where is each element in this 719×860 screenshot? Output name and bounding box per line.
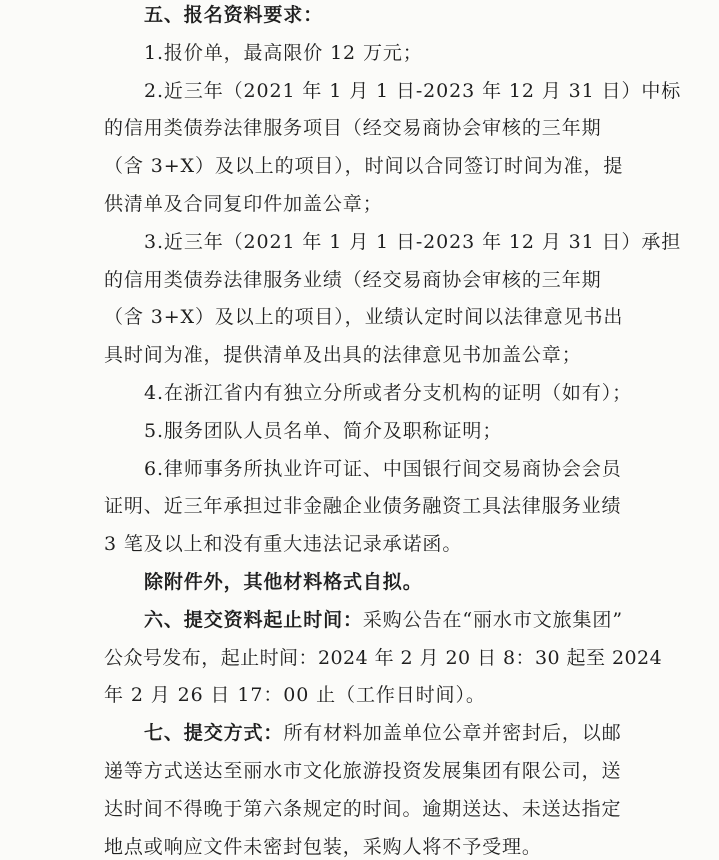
- section-7-line-4: 地点或响应文件未密封包装，采购人将不予受理。: [104, 836, 542, 858]
- section-7-line-1: [144, 720, 622, 746]
- requirement-item-3-line-4: 具时间为准，提供清单及出具的法律意见书加盖公章；: [104, 344, 582, 366]
- section-7-line-3: 达时间不得晚于第六条规定的时间。逾期送达、未送达指定: [104, 798, 622, 820]
- section-7-text: 所有材料加盖单位公章并密封后，以邮: [283, 722, 622, 744]
- requirement-item-6-line-1: 6.律师事务所执业许可证、中国银行间交易商协会会员: [144, 458, 622, 480]
- requirement-item-2-line-2: 的信用类债券法律服务项目（经交易商协会审核的三年期: [104, 117, 602, 139]
- section-6-line-3: 年 2 月 26 日 17：00 止（工作日时间）。: [104, 684, 486, 706]
- section-5-heading: 五、报名资料要求：: [144, 4, 324, 26]
- requirement-item-3-line-1: 3.近三年（2021 年 1 月 1 日-2023 年 12 月 31 日）承担: [144, 231, 682, 253]
- requirement-item-2-line-4: 供清单及合同复印件加盖公章；: [104, 193, 383, 215]
- section-7-line-2: 递等方式送达至丽水市文化旅游投资发展集团有限公司，送: [104, 760, 622, 782]
- requirement-item-6-line-2: 证明、近三年承担过非金融企业债务融资工具法律服务业绩: [104, 495, 622, 517]
- requirement-item-4: 4.在浙江省内有独立分所或者分支机构的证明（如有）；: [144, 382, 633, 404]
- requirement-item-2-line-3: （含 3+X）及以上的项目），时间以合同签订时间为准，提: [104, 155, 624, 177]
- requirement-item-5: 5.服务团队人员名单、简介及职称证明；: [144, 420, 503, 442]
- section-6-line-2: 公众号发布，起止时间：2024 年 2 月 20 日 8：30 起至 2024: [104, 647, 663, 669]
- section-6-label: 六、提交资料起止时间：: [144, 609, 363, 631]
- section-6-line-1: [144, 607, 623, 633]
- requirement-item-2-line-1: 2.近三年（2021 年 1 月 1 日-2023 年 12 月 31 日）中标: [144, 80, 682, 102]
- section-6-text: 采购公告在“丽水市文旅集团”: [362, 609, 623, 631]
- requirement-item-3-line-3: （含 3+X）及以上的项目），业绩认定时间以法律意见书出: [104, 306, 624, 328]
- requirement-item-1: 1.报价单，最高限价 12 万元；: [144, 42, 423, 64]
- section-7-label: 七、提交方式：: [144, 722, 284, 744]
- requirement-item-6-line-3: 3 笔及以上和没有重大违法记录承诺函。: [104, 533, 463, 555]
- requirement-item-3-line-2: 的信用类债券法律服务业绩（经交易商协会审核的三年期: [104, 269, 602, 291]
- materials-note: 除附件外，其他材料格式自拟。: [144, 571, 423, 593]
